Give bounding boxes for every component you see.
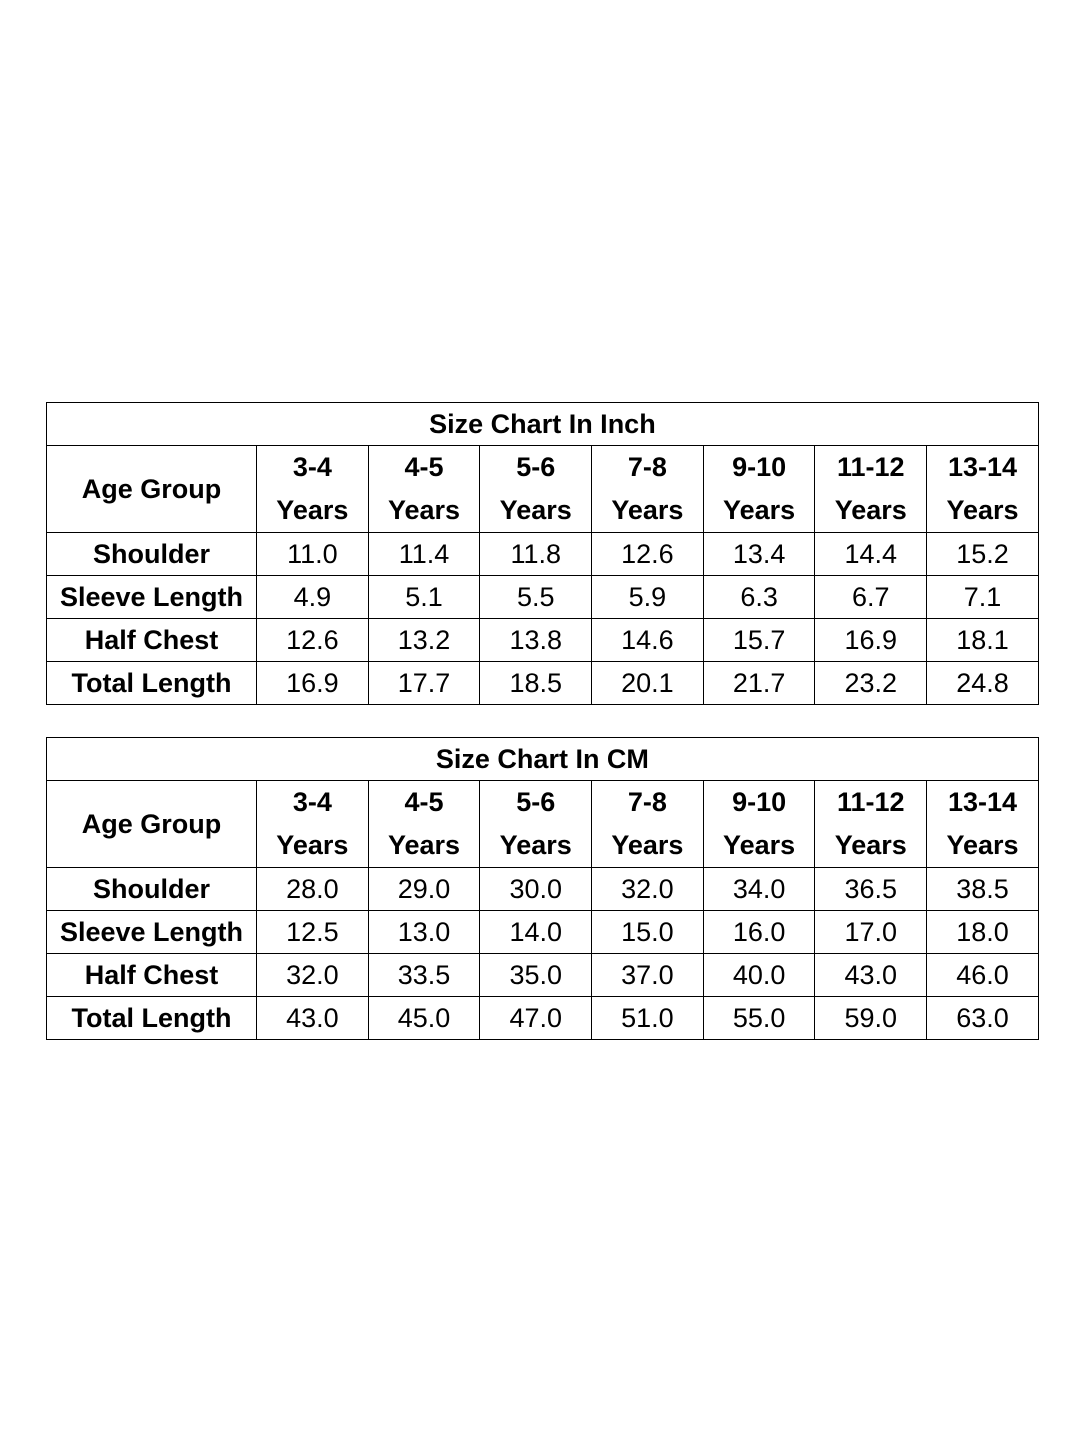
table-title: Size Chart In Inch (47, 403, 1039, 446)
table-cell: 59.0 (815, 997, 927, 1040)
table-cell: 6.7 (815, 576, 927, 619)
age-range: 11-12 (836, 787, 905, 817)
age-group-header-row (47, 446, 1039, 533)
age-group-label: Age Group (47, 781, 257, 868)
table-row (47, 868, 1039, 911)
age-unit: Years (723, 830, 796, 860)
age-range: 13-14 (947, 452, 1018, 482)
row-label: Half Chest (47, 954, 257, 997)
age-unit: Years (723, 495, 796, 525)
table-row (47, 662, 1039, 705)
table-cell: 38.5 (927, 868, 1039, 911)
table-cell: 18.1 (927, 619, 1039, 662)
age-range: 3-4 (292, 787, 332, 817)
table-cell: 6.3 (703, 576, 815, 619)
age-range: 7-8 (627, 452, 667, 482)
table-cell: 14.4 (815, 533, 927, 576)
age-group-header (927, 446, 1039, 533)
table-cell: 15.0 (592, 911, 704, 954)
age-unit: Years (834, 830, 907, 860)
table-cell: 11.0 (257, 533, 369, 576)
age-range: 13-14 (947, 787, 1018, 817)
table-cell: 46.0 (927, 954, 1039, 997)
table-row (47, 576, 1039, 619)
table-cell: 11.8 (480, 533, 592, 576)
age-range: 9-10 (732, 452, 787, 482)
row-label: Total Length (47, 997, 257, 1040)
age-group-header (480, 781, 592, 868)
table-cell: 16.9 (815, 619, 927, 662)
age-group-header (815, 446, 927, 533)
table-row (47, 954, 1039, 997)
table-cell: 33.5 (368, 954, 480, 997)
table-cell: 28.0 (257, 868, 369, 911)
row-label: Shoulder (47, 533, 257, 576)
size-chart-cm-table (46, 737, 1039, 1040)
table-title-row (47, 403, 1039, 446)
age-group-header (257, 781, 369, 868)
table-row (47, 533, 1039, 576)
age-range: 5-6 (516, 452, 556, 482)
age-unit: Years (499, 830, 572, 860)
age-range: 7-8 (627, 787, 667, 817)
age-group-label: Age Group (47, 446, 257, 533)
table-cell: 45.0 (368, 997, 480, 1040)
table-cell: 35.0 (480, 954, 592, 997)
age-unit: Years (834, 495, 907, 525)
table-cell: 13.0 (368, 911, 480, 954)
row-label: Half Chest (47, 619, 257, 662)
table-row (47, 997, 1039, 1040)
table-cell: 17.0 (815, 911, 927, 954)
row-label: Shoulder (47, 868, 257, 911)
table-cell: 47.0 (480, 997, 592, 1040)
table-cell: 5.9 (592, 576, 704, 619)
table-cell: 30.0 (480, 868, 592, 911)
table-cell: 13.2 (368, 619, 480, 662)
table-cell: 20.1 (592, 662, 704, 705)
age-range: 9-10 (732, 787, 787, 817)
table-cell: 5.1 (368, 576, 480, 619)
table-cell: 55.0 (703, 997, 815, 1040)
table-cell: 11.4 (368, 533, 480, 576)
size-chart-inch-table (46, 402, 1039, 705)
table-cell: 4.9 (257, 576, 369, 619)
table-cell: 14.0 (480, 911, 592, 954)
table-cell: 36.5 (815, 868, 927, 911)
table-cell: 15.2 (927, 533, 1039, 576)
age-unit: Years (387, 495, 461, 525)
row-label: Sleeve Length (47, 911, 257, 954)
age-group-header (592, 781, 704, 868)
age-group-header (480, 446, 592, 533)
age-range: 11-12 (836, 452, 905, 482)
table-cell: 18.5 (480, 662, 592, 705)
age-group-header (927, 781, 1039, 868)
table-cell: 21.7 (703, 662, 815, 705)
age-range: 3-4 (292, 452, 332, 482)
table-cell: 16.0 (703, 911, 815, 954)
age-unit: Years (387, 830, 461, 860)
age-group-header (703, 781, 815, 868)
row-label: Sleeve Length (47, 576, 257, 619)
age-unit: Years (499, 495, 572, 525)
table-cell: 7.1 (927, 576, 1039, 619)
table-cell: 13.8 (480, 619, 592, 662)
table-cell: 40.0 (703, 954, 815, 997)
age-unit: Years (276, 830, 349, 860)
table-cell: 37.0 (592, 954, 704, 997)
age-group-header (368, 781, 480, 868)
table-cell: 23.2 (815, 662, 927, 705)
table-row (47, 619, 1039, 662)
table-cell: 32.0 (592, 868, 704, 911)
row-label: Total Length (47, 662, 257, 705)
table-cell: 16.9 (257, 662, 369, 705)
table-cell: 29.0 (368, 868, 480, 911)
age-range: 4-5 (404, 452, 444, 482)
table-title-row (47, 738, 1039, 781)
age-group-header (592, 446, 704, 533)
table-cell: 13.4 (703, 533, 815, 576)
table-cell: 14.6 (592, 619, 704, 662)
table-cell: 15.7 (703, 619, 815, 662)
table-cell: 5.5 (480, 576, 592, 619)
age-range: 4-5 (404, 787, 444, 817)
age-group-header (257, 446, 369, 533)
age-range: 5-6 (516, 787, 556, 817)
table-cell: 12.6 (257, 619, 369, 662)
age-group-header-row (47, 781, 1039, 868)
table-cell: 43.0 (815, 954, 927, 997)
table-title: Size Chart In CM (47, 738, 1039, 781)
age-group-header (815, 781, 927, 868)
table-cell: 12.6 (592, 533, 704, 576)
table-cell: 12.5 (257, 911, 369, 954)
age-unit: Years (611, 830, 684, 860)
age-group-header (368, 446, 480, 533)
table-cell: 17.7 (368, 662, 480, 705)
table-cell: 34.0 (703, 868, 815, 911)
table-cell: 43.0 (257, 997, 369, 1040)
age-unit: Years (946, 830, 1019, 860)
age-group-header (703, 446, 815, 533)
table-cell: 24.8 (927, 662, 1039, 705)
table-row (47, 911, 1039, 954)
age-unit: Years (946, 495, 1019, 525)
table-cell: 63.0 (927, 997, 1039, 1040)
table-cell: 51.0 (592, 997, 704, 1040)
table-cell: 32.0 (257, 954, 369, 997)
table-cell: 18.0 (927, 911, 1039, 954)
age-unit: Years (276, 495, 349, 525)
age-unit: Years (611, 495, 684, 525)
